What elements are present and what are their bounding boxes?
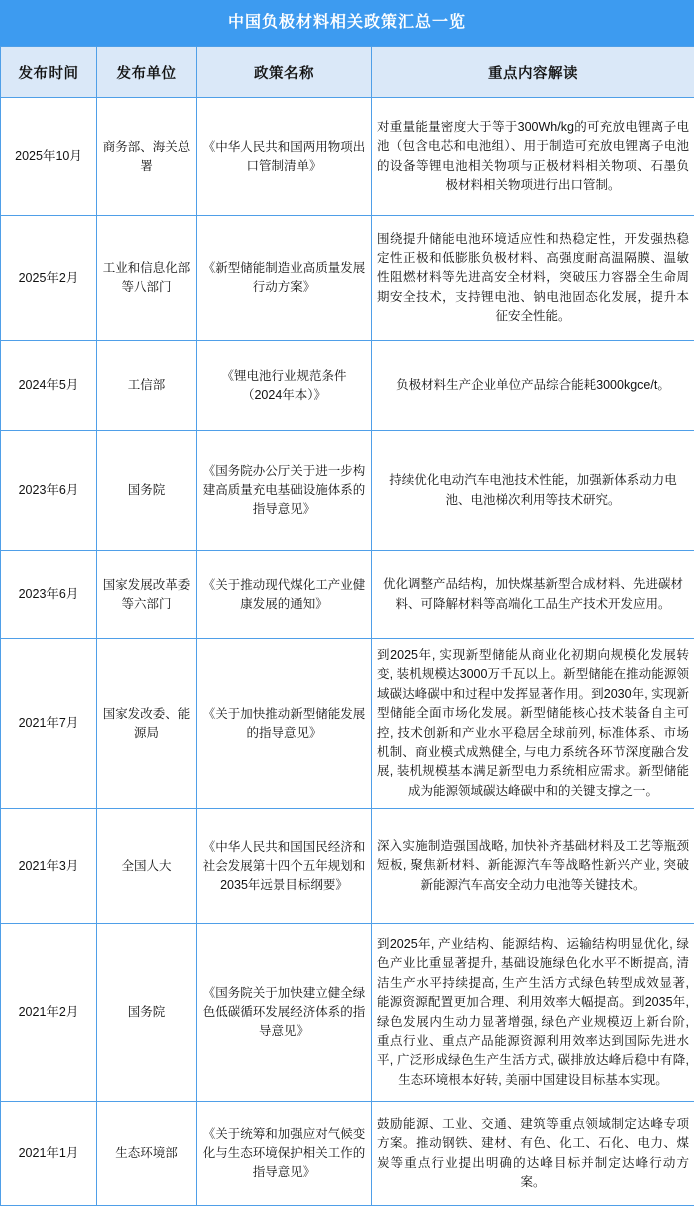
table-body — [1, 98, 694, 1206]
cell-key-content: 围绕提升储能电池环境适应性和热稳定性，开发强热稳定性正极和低膨胀负极材料、高强度耐高温隔膜、温敏性阻燃材料等先进高安全材料，突破压力容器全生命周期安全技术，支持锂电池、钠电池固态化发展，提升本征安全性能。 — [372, 216, 694, 341]
cell-publish-date: 2025年10月 — [1, 98, 97, 216]
cell-publish-unit: 国家发展改革委等六部门 — [97, 551, 197, 639]
table-row — [1, 924, 694, 1102]
cell-policy-name: 《新型储能制造业高质量发展行动方案》 — [197, 216, 372, 341]
cell-publish-date: 2025年2月 — [1, 216, 97, 341]
cell-publish-date: 2021年2月 — [1, 924, 97, 1102]
cell-key-content: 深入实施制造强国战略, 加快补齐基础材料及工艺等瓶颈短板, 聚焦新材料、新能源汽车等战略性新兴产业, 突破新能源汽车高安全动力电池等关键技术。 — [372, 809, 694, 924]
column-header-date: 发布时间 — [1, 47, 97, 98]
cell-policy-name: 《中华人民共和国两用物项出口管制清单》 — [197, 98, 372, 216]
cell-publish-unit: 国务院 — [97, 431, 197, 551]
cell-policy-name: 《国务院办公厅关于进一步构建高质量充电基础设施体系的指导意见》 — [197, 431, 372, 551]
cell-key-content: 到2025年, 产业结构、能源结构、运输结构明显优化, 绿色产业比重显著提升, 基础设施绿色化水平不断提高, 清洁生产水平持续提高, 生产生活方式绿色转型成效显著, 能源资源配置更加合理、利用效率大幅提高。到2035年, 绿色发展内生动力显著增强, 绿色产业规模迈上新台阶, 重点行业、重点产品能源资源利用效率达到国际先进水平, 广泛形成绿色生产生活方式, 碳排放达峰后稳中有降, 生态环境根本好转, 美丽中国建设目标基本实现。 — [372, 924, 694, 1102]
cell-key-content: 负极材料生产企业单位产品综合能耗3000kgce/t。 — [372, 341, 694, 431]
table-row — [1, 639, 694, 809]
cell-publish-unit: 国家发改委、能源局 — [97, 639, 197, 809]
cell-publish-date: 2024年5月 — [1, 341, 97, 431]
table-header-row — [1, 47, 694, 98]
cell-publish-unit: 生态环境部 — [97, 1102, 197, 1206]
policy-table — [0, 46, 694, 1206]
title-bar — [0, 0, 694, 46]
cell-key-content: 优化调整产品结构，加快煤基新型合成材料、先进碳材料、可降解材料等高端化工品生产技术开发应用。 — [372, 551, 694, 639]
cell-publish-date: 2023年6月 — [1, 431, 97, 551]
table-row — [1, 216, 694, 341]
cell-publish-unit: 全国人大 — [97, 809, 197, 924]
column-header-content: 重点内容解读 — [372, 47, 694, 98]
cell-key-content: 鼓励能源、工业、交通、建筑等重点领域制定达峰专项方案。推动钢铁、建材、有色、化工、石化、电力、煤炭等重点行业提出明确的达峰目标并制定达峰行动方案。 — [372, 1102, 694, 1206]
cell-policy-name: 《关于加快推动新型储能发展的指导意见》 — [197, 639, 372, 809]
table-row — [1, 551, 694, 639]
cell-key-content: 持续优化电动汽车电池技术性能，加强新体系动力电池、电池梯次利用等技术研究。 — [372, 431, 694, 551]
table-row — [1, 431, 694, 551]
cell-publish-date: 2023年6月 — [1, 551, 97, 639]
column-header-unit: 发布单位 — [97, 47, 197, 98]
cell-publish-date: 2021年1月 — [1, 1102, 97, 1206]
cell-publish-date: 2021年3月 — [1, 809, 97, 924]
cell-policy-name: 《关于推动现代煤化工产业健康发展的通知》 — [197, 551, 372, 639]
cell-publish-unit: 工业和信息化部等八部门 — [97, 216, 197, 341]
cell-policy-name: 《锂电池行业规范条件（2024年本）》 — [197, 341, 372, 431]
cell-publish-date: 2021年7月 — [1, 639, 97, 809]
cell-policy-name: 《关于统筹和加强应对气候变化与生态环境保护相关工作的指导意见》 — [197, 1102, 372, 1206]
table-row — [1, 98, 694, 216]
table-row — [1, 1102, 694, 1206]
cell-policy-name: 《国务院关于加快建立健全绿色低碳循环发展经济体系的指导意见》 — [197, 924, 372, 1102]
table-row — [1, 809, 694, 924]
cell-publish-unit: 国务院 — [97, 924, 197, 1102]
page-title: 中国负极材料相关政策汇总一览 — [228, 15, 466, 31]
table-header — [1, 47, 694, 98]
cell-publish-unit: 商务部、海关总署 — [97, 98, 197, 216]
table-row — [1, 341, 694, 431]
cell-key-content: 对重量能量密度大于等于300Wh/kg的可充放电锂离子电池（包含电芯和电池组）、用于制造可充放电锂离子电池的设备等锂电池相关物项与正极材料相关物项、石墨负极材料相关物项进行出口管制。 — [372, 98, 694, 216]
cell-policy-name: 《中华人民共和国国民经济和社会发展第十四个五年规划和2035年远景目标纲要》 — [197, 809, 372, 924]
cell-key-content: 到2025年, 实现新型储能从商业化初期向规模化发展转变, 装机规模达3000万千瓦以上。新型储能在推动能源领域碳达峰碳中和过程中发挥显著作用。到2030年, 实现新型储能全面市场化发展。新型储能核心技术装备自主可控, 技术创新和产业水平稳居全球前列, 标准体系、市场机制、商业模式成熟健全, 与电力系统各环节深度融合发展, 装机规模基本满足新型电力系统相应需求。新型储能成为能源领域碳达峰碳中和的关键支撑之一。 — [372, 639, 694, 809]
cell-publish-unit: 工信部 — [97, 341, 197, 431]
column-header-policy: 政策名称 — [197, 47, 372, 98]
